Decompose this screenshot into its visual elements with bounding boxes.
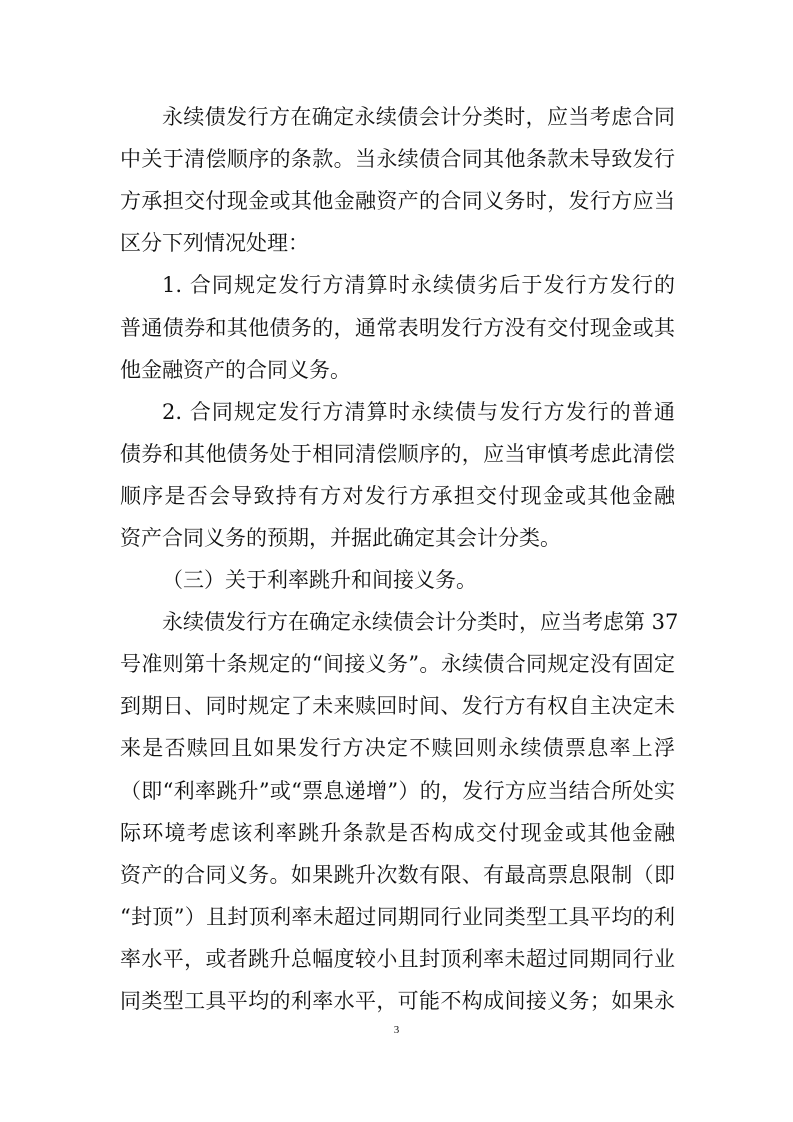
paragraph-line: 来是否赎回且如果发行方决定不赎回则永续债票息率上浮 <box>120 736 675 760</box>
list-item-line: 1. 合同规定发行方清算时永续债劣后于发行方发行的 <box>162 273 675 297</box>
paragraph-line: “封顶”）且封顶利率未超过同期同行业同类型工具平均的利 <box>120 905 675 929</box>
list-item-line: 顺序是否会导致持有方对发行方承担交付现金或其他金融 <box>120 484 675 508</box>
paragraph-line: 到期日、同时规定了未来赎回时间、发行方有权自主决定未 <box>120 694 675 718</box>
paragraph-line: （即“利率跳升”或“票息递增”）的，发行方应当结合所处实 <box>120 779 675 803</box>
paragraph-line: 同类型工具平均的利率水平，可能不构成间接义务；如果永 <box>120 989 675 1013</box>
list-item-line: 2. 合同规定发行方清算时永续债与发行方发行的普通 <box>162 400 675 424</box>
paragraph-line: 区分下列情况处理： <box>120 231 309 255</box>
section-heading: （三）关于利率跳升和间接义务。 <box>162 568 477 592</box>
paragraph-line: 永续债发行方在确定永续债会计分类时，应当考虑合同 <box>162 105 675 129</box>
list-item-line: 普通债券和其他债务的，通常表明发行方没有交付现金或其 <box>120 316 675 340</box>
page-number: 3 <box>393 1024 400 1036</box>
paragraph-line: 中关于清偿顺序的条款。当永续债合同其他条款未导致发行 <box>120 147 675 171</box>
paragraph-line: 号准则第十条规定的“间接义务”。永续债合同规定没有固定 <box>120 652 675 676</box>
list-item-line: 债券和其他债务处于相同清偿顺序的，应当审慎考虑此清偿 <box>120 442 675 466</box>
paragraph-line: 永续债发行方在确定永续债会计分类时，应当考虑第 37 <box>162 610 679 634</box>
list-item-line: 资产合同义务的预期，并据此确定其会计分类。 <box>120 526 561 550</box>
paragraph-line: 率水平，或者跳升总幅度较小且封顶利率未超过同期同行业 <box>120 947 675 971</box>
list-item-line: 他金融资产的合同义务。 <box>120 358 351 382</box>
paragraph-line: 资产的合同义务。如果跳升次数有限、有最高票息限制（即 <box>120 863 675 887</box>
paragraph-line: 方承担交付现金或其他金融资产的合同义务时，发行方应当 <box>120 189 675 213</box>
paragraph-line: 际环境考虑该利率跳升条款是否构成交付现金或其他金融 <box>120 821 675 845</box>
